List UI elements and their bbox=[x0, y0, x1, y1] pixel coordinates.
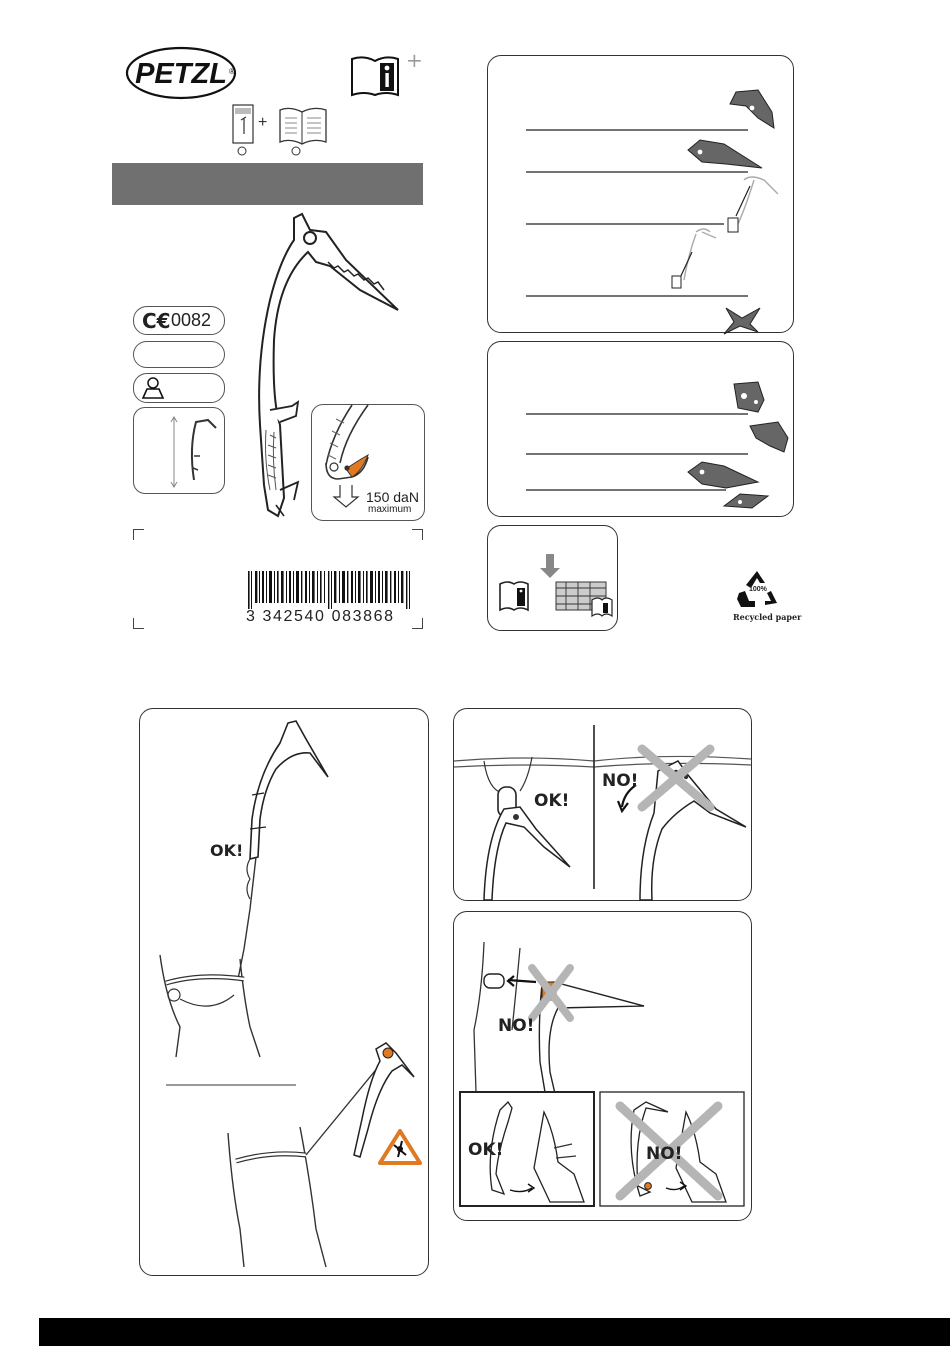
no-label-crampon: NO! bbox=[646, 1144, 683, 1164]
gray-title-band bbox=[112, 163, 423, 205]
footer-bar bbox=[39, 1318, 950, 1346]
load-detail-box bbox=[311, 404, 425, 521]
helmet-badge bbox=[133, 373, 225, 403]
ok-label-clip: OK! bbox=[534, 791, 570, 811]
no-label-holster: NO! bbox=[498, 1016, 535, 1036]
load-force: 150 daN bbox=[366, 489, 419, 505]
crop-mark-br bbox=[412, 618, 423, 629]
docs-icon bbox=[232, 104, 332, 156]
ce-mark: C€ bbox=[142, 309, 171, 333]
crop-mark-tl bbox=[133, 529, 144, 540]
crop-mark-bl bbox=[133, 618, 144, 629]
recycle-percent: 100% bbox=[749, 586, 767, 593]
clip-figure-panel bbox=[453, 708, 752, 901]
brand-name: PETZL bbox=[135, 58, 227, 90]
ok-label-crampon: OK! bbox=[468, 1140, 504, 1160]
registered-mark: ® bbox=[229, 67, 235, 76]
parts-panel-1 bbox=[487, 55, 794, 333]
info-book-icon bbox=[350, 55, 402, 97]
leash-figure-panel bbox=[139, 708, 429, 1276]
no-label-clip: NO! bbox=[602, 771, 639, 791]
barcode bbox=[246, 571, 418, 609]
ce-number: 0082 bbox=[171, 310, 212, 330]
barcode-digits: 3 342540 083868 bbox=[246, 608, 395, 625]
recycle-label: Recycled paper bbox=[733, 612, 802, 622]
load-qualifier: maximum bbox=[368, 504, 412, 515]
docs-plus: + bbox=[258, 114, 268, 131]
ok-label-leash: OK! bbox=[210, 841, 244, 860]
ce-badge bbox=[133, 306, 225, 335]
info-plus: + bbox=[406, 48, 423, 72]
holster-figure-panel bbox=[453, 911, 752, 1221]
size-badge bbox=[133, 407, 225, 494]
crop-mark-tr bbox=[412, 529, 423, 540]
petzl-logo bbox=[125, 44, 240, 102]
storage-panel bbox=[487, 525, 618, 631]
blank-badge bbox=[133, 341, 225, 368]
parts-panel-2 bbox=[487, 341, 794, 517]
